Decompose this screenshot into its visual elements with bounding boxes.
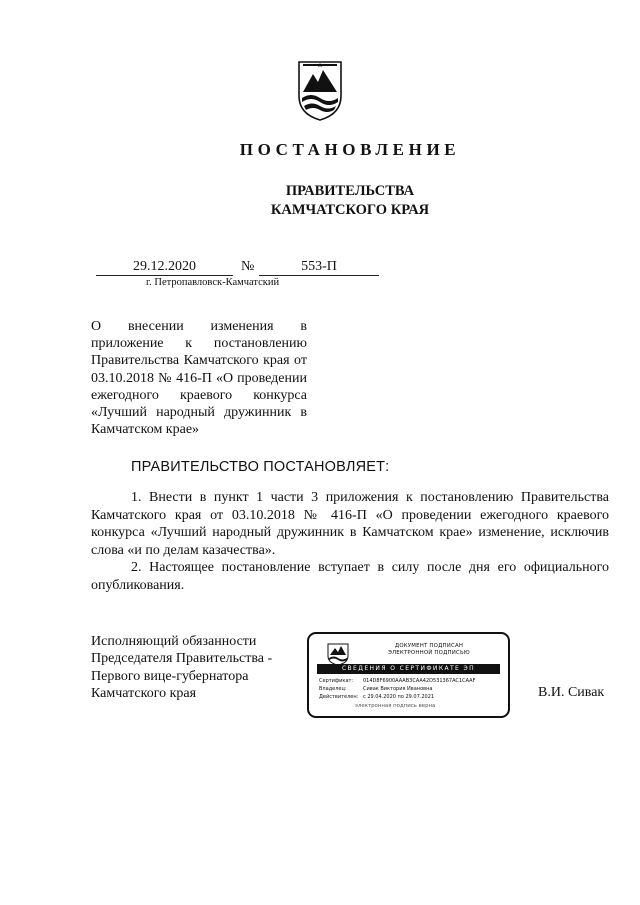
signer-name: В.И. Сивак [538, 685, 605, 700]
city-label: г. Петропавловск-Камчатский [146, 277, 280, 288]
signer-position [91, 633, 306, 703]
owner-label: Владелец: [319, 686, 347, 692]
stamp-header-line-1: ДОКУМЕНТ ПОДПИСАН [394, 643, 464, 649]
signer-line-3: Первого вице-губернатора [91, 668, 249, 684]
document-subject: О внесении изменения в приложение к постановлению Правительства Камчатского края от 03.10.2018 № 416-П «О проведении ежегодного краевого конкурса «Лучший народный дружинник в Камчатском крае» [91, 319, 307, 438]
stamp-banner: СВЕДЕНИЯ О СЕРТИФИКАТЕ ЭП [317, 664, 500, 674]
certificate-value: 014D8F6900AAAB3CAA42D531367AC1CAAF [363, 678, 476, 684]
stamp-header [359, 643, 499, 657]
stamp-owner-row [319, 686, 432, 692]
document-type-title: ПОСТАНОВЛЕНИЕ [239, 140, 461, 159]
signer-line-4: Камчатского края [91, 686, 197, 702]
signer-line-1: Исполняющий обязанности [91, 634, 257, 649]
body-paragraph-1: 1. Внести в пункт 1 части 3 приложения к постановлению Правительства Камчатского края от 03.10.2018 № 416-П «О проведении ежегодного краевого конкурса «Лучший народный дружинник в Камчатском крае» изменение, исключив слова «и по делам казачества». [91, 490, 609, 558]
coat-of-arms-icon [293, 58, 347, 122]
number-sign: № [241, 259, 255, 274]
issuer-line-1: ПРАВИТЕЛЬСТВА [285, 183, 415, 199]
validity-label: Действителен: [319, 694, 359, 700]
stamp-validity-row [319, 694, 434, 700]
validity-value: с 29.04.2020 по 29.07.2021 [363, 694, 435, 700]
stamp-header-line-2: ЭЛЕКТРОННОЙ ПОДПИСЬЮ [388, 650, 470, 656]
electronic-signature-stamp [307, 632, 510, 718]
stamp-emblem-icon [325, 642, 351, 666]
stamp-certificate-row [319, 678, 475, 684]
certificate-label: Сертификат: [319, 678, 354, 684]
issuer-line-2: КАМЧАТСКОГО КРАЯ [270, 202, 430, 218]
owner-value: Сивак Виктория Ивановна [363, 686, 433, 692]
decree-statement: ПРАВИТЕЛЬСТВО ПОСТАНОВЛЯЕТ: [131, 459, 390, 475]
document-body [91, 489, 609, 595]
signer-line-2: Председателя Правительства - [91, 651, 273, 667]
document-date: 29.12.2020 [96, 258, 233, 276]
body-paragraph-2: 2. Настоящее постановление вступает в силу после дня его официального опубликования. [91, 560, 609, 593]
stamp-footer: электронная подпись верна [355, 703, 436, 709]
issuer-heading [0, 182, 640, 220]
document-number: 553-П [259, 258, 379, 276]
